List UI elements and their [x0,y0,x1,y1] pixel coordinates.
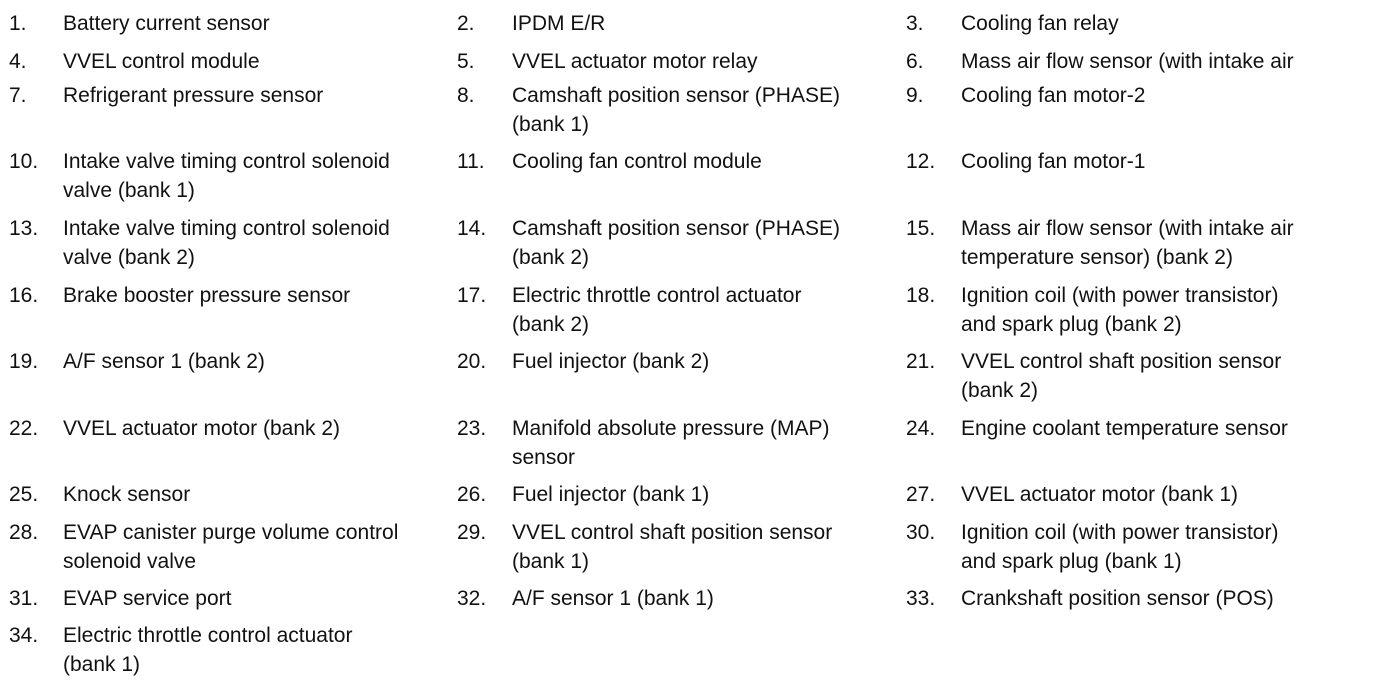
item-label: Mass air flow sensor (with intake air [961,50,1294,73]
item-number: 1. [9,12,27,35]
item-number: 13. [9,217,39,240]
item-label: Fuel injector (bank 2) [512,350,710,373]
item-number: 3. [906,12,924,35]
item-label: Ignition coil (with power transistor) and spark plug (bank 2) [961,284,1279,336]
item-label: VVEL actuator motor (bank 2) [63,417,341,440]
item-label: Intake valve timing control solenoid valve (bank 2) [63,217,390,269]
item-number: 24. [906,417,936,440]
item-number: 34. [9,624,39,647]
item-label: VVEL control module [63,50,260,73]
item-number: 25. [9,483,39,506]
item-label: Brake booster pressure sensor [63,284,351,307]
item-number: 6. [906,50,924,73]
item-number: 20. [457,350,487,373]
item-number: 31. [9,587,39,610]
item-number: 30. [906,521,936,544]
item-number: 19. [9,350,39,373]
item-number: 14. [457,217,487,240]
item-number: 16. [9,284,39,307]
item-number: 12. [906,150,936,173]
item-label: A/F sensor 1 (bank 1) [512,587,714,610]
item-number: 23. [457,417,487,440]
item-number: 9. [906,84,924,107]
item-number: 4. [9,50,27,73]
item-number: 10. [9,150,39,173]
item-label: Cooling fan motor-2 [961,84,1146,107]
item-label: Mass air flow sensor (with intake air temperature sensor) (bank 2) [961,217,1294,269]
item-number: 33. [906,587,936,610]
item-label: Camshaft position sensor (PHASE) (bank 2) [512,217,840,269]
item-number: 5. [457,50,475,73]
item-number: 28. [9,521,39,544]
item-number: 2. [457,12,475,35]
item-label: VVEL control shaft position sensor (bank 1) [512,521,833,573]
item-label: Electric throttle control actuator (bank 1) [63,624,353,676]
item-label: Cooling fan motor-1 [961,150,1146,173]
item-label: EVAP service port [63,587,232,610]
item-label: Cooling fan relay [961,12,1119,35]
item-number: 7. [9,84,27,107]
item-label: Battery current sensor [63,12,270,35]
item-label: VVEL actuator motor relay [512,50,758,73]
item-label: EVAP canister purge volume control solenoid valve [63,521,399,573]
item-number: 29. [457,521,487,544]
item-number: 18. [906,284,936,307]
item-label: Knock sensor [63,483,191,506]
item-label: Engine coolant temperature sensor [961,417,1288,440]
item-number: 11. [457,150,485,173]
item-label: Camshaft position sensor (PHASE) (bank 1) [512,84,840,136]
item-number: 32. [457,587,487,610]
item-label: VVEL control shaft position sensor (bank 2) [961,350,1282,402]
item-number: 21. [906,350,936,373]
item-label: Ignition coil (with power transistor) and spark plug (bank 1) [961,521,1279,573]
item-number: 15. [906,217,936,240]
item-number: 27. [906,483,936,506]
item-label: Manifold absolute pressure (MAP) sensor [512,417,830,469]
item-number: 26. [457,483,487,506]
item-number: 22. [9,417,39,440]
item-label: Fuel injector (bank 1) [512,483,710,506]
item-label: IPDM E/R [512,12,606,35]
item-label: Refrigerant pressure sensor [63,84,324,107]
item-label: Intake valve timing control solenoid valve (bank 1) [63,150,390,202]
item-label: Cooling fan control module [512,150,762,173]
item-label: Crankshaft position sensor (POS) [961,587,1274,610]
item-label: VVEL actuator motor (bank 1) [961,483,1239,506]
item-number: 17. [457,284,487,307]
item-label: A/F sensor 1 (bank 2) [63,350,265,373]
item-number: 8. [457,84,475,107]
item-label: Electric throttle control actuator (bank 2) [512,284,802,336]
